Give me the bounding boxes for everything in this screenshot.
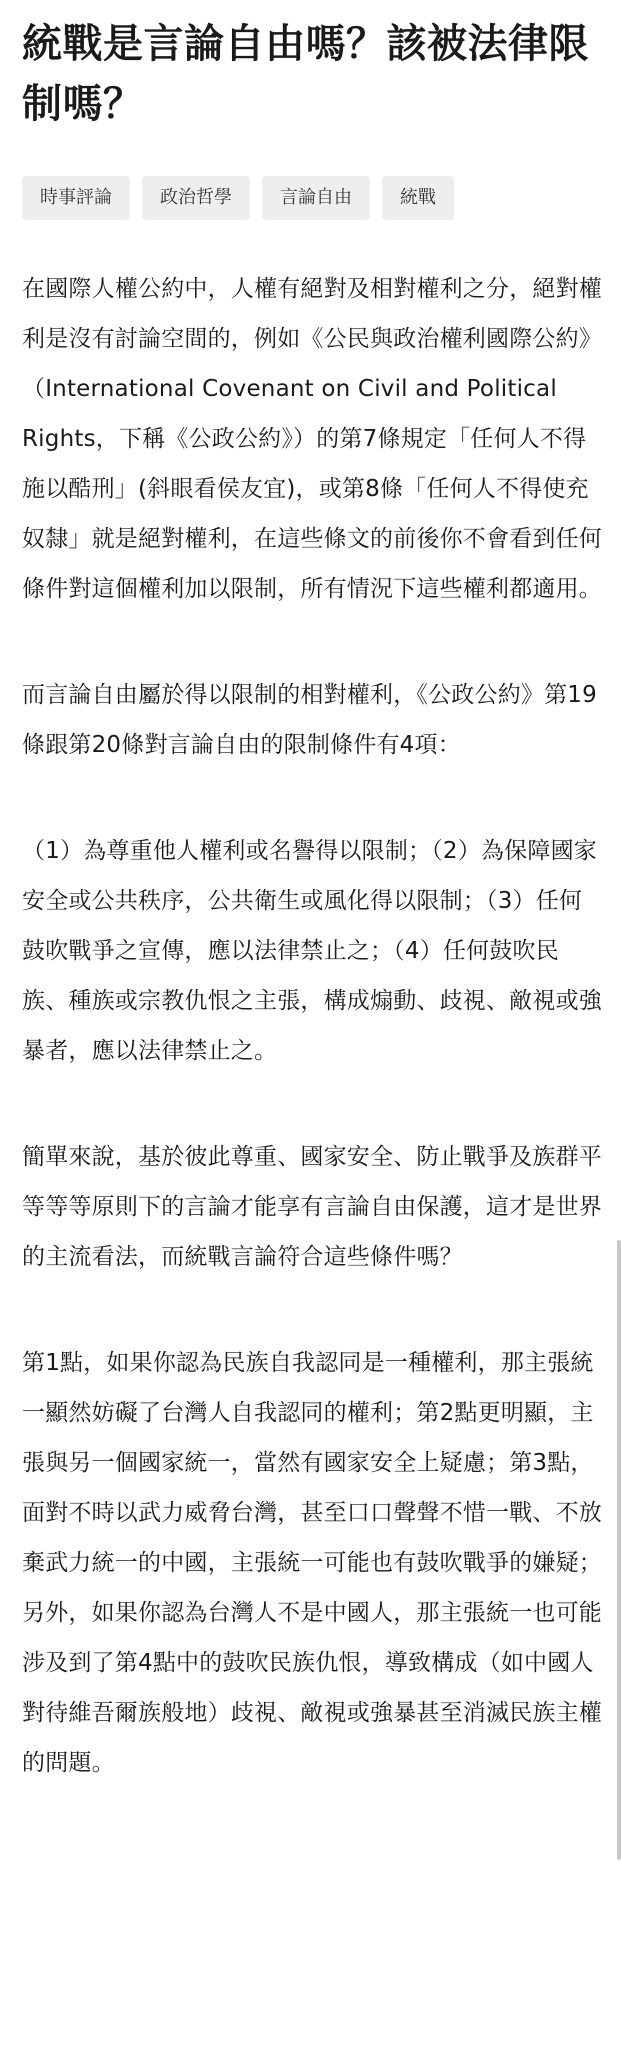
tag-united-front[interactable]: 統戰	[382, 176, 454, 220]
paragraph: 簡單來說，基於彼此尊重、國家安全、防止戰爭及族群平等等等原則下的言論才能享有言論自由保護，這才是世界的主流看法，而統戰言論符合這些條件嗎？	[22, 1144, 602, 1270]
paragraph: 而言論自由屬於得以限制的相對權利，《公政公約》第19條跟第20條對言論自由的限制條件有4項：	[22, 682, 597, 758]
tag-political-philosophy[interactable]: 政治哲學	[142, 176, 250, 220]
paragraph: （1）為尊重他人權利或名譽得以限制；（2）為保障國家安全或公共秩序，公共衛生或風化得以限制；（3）任何鼓吹戰爭之宣傳，應以法律禁止之；（4）任何鼓吹民族、種族或宗教仇恨之主張，構成煽動、歧視、敵視或強暴者，應以法律禁止之。	[22, 838, 602, 1064]
article-body	[22, 264, 603, 1788]
paragraph: 第1點，如果你認為民族自我認同是一種權利，那主張統一顯然妨礙了台灣人自我認同的權利；第2點更明顯，主張與另一個國家統一，當然有國家安全上疑慮；第3點，面對不時以武力威脅台灣，甚至口口聲聲不惜一戰、不放棄武力統一的中國，主張統一可能也有鼓吹戰爭的嫌疑；另外，如果你認為台灣人不是中國人，那主張統一也可能涉及到了第4點中的鼓吹民族仇恨，導致構成（如中國人對待維吾爾族般地）歧視、敵視或強暴甚至消滅民族主權的問題。	[22, 1350, 602, 1776]
tag-current-affairs[interactable]: 時事評論	[22, 176, 130, 220]
tag-freedom-of-speech[interactable]: 言論自由	[262, 176, 370, 220]
article-title: 統戰是言論自由嗎？該被法律限制嗎？	[22, 21, 589, 127]
scrollbar[interactable]	[617, 1240, 621, 1860]
paragraph: 在國際人權公約中，人權有絕對及相對權利之分，絕對權利是沒有討論空間的，例如《公民與政治權利國際公約》（International Covenant on Civil and Political Rights，下稱《公政公約》）的第7條規定「任何人不得施以酷刑」(斜眼看侯友宜)，或第8條「任何人不得使充奴隸」就是絕對權利，在這些條文的前後你不會看到任何條件對這個權利加以限制，所有情況下這些權利都適用。	[22, 276, 602, 602]
tag-list	[22, 176, 603, 220]
